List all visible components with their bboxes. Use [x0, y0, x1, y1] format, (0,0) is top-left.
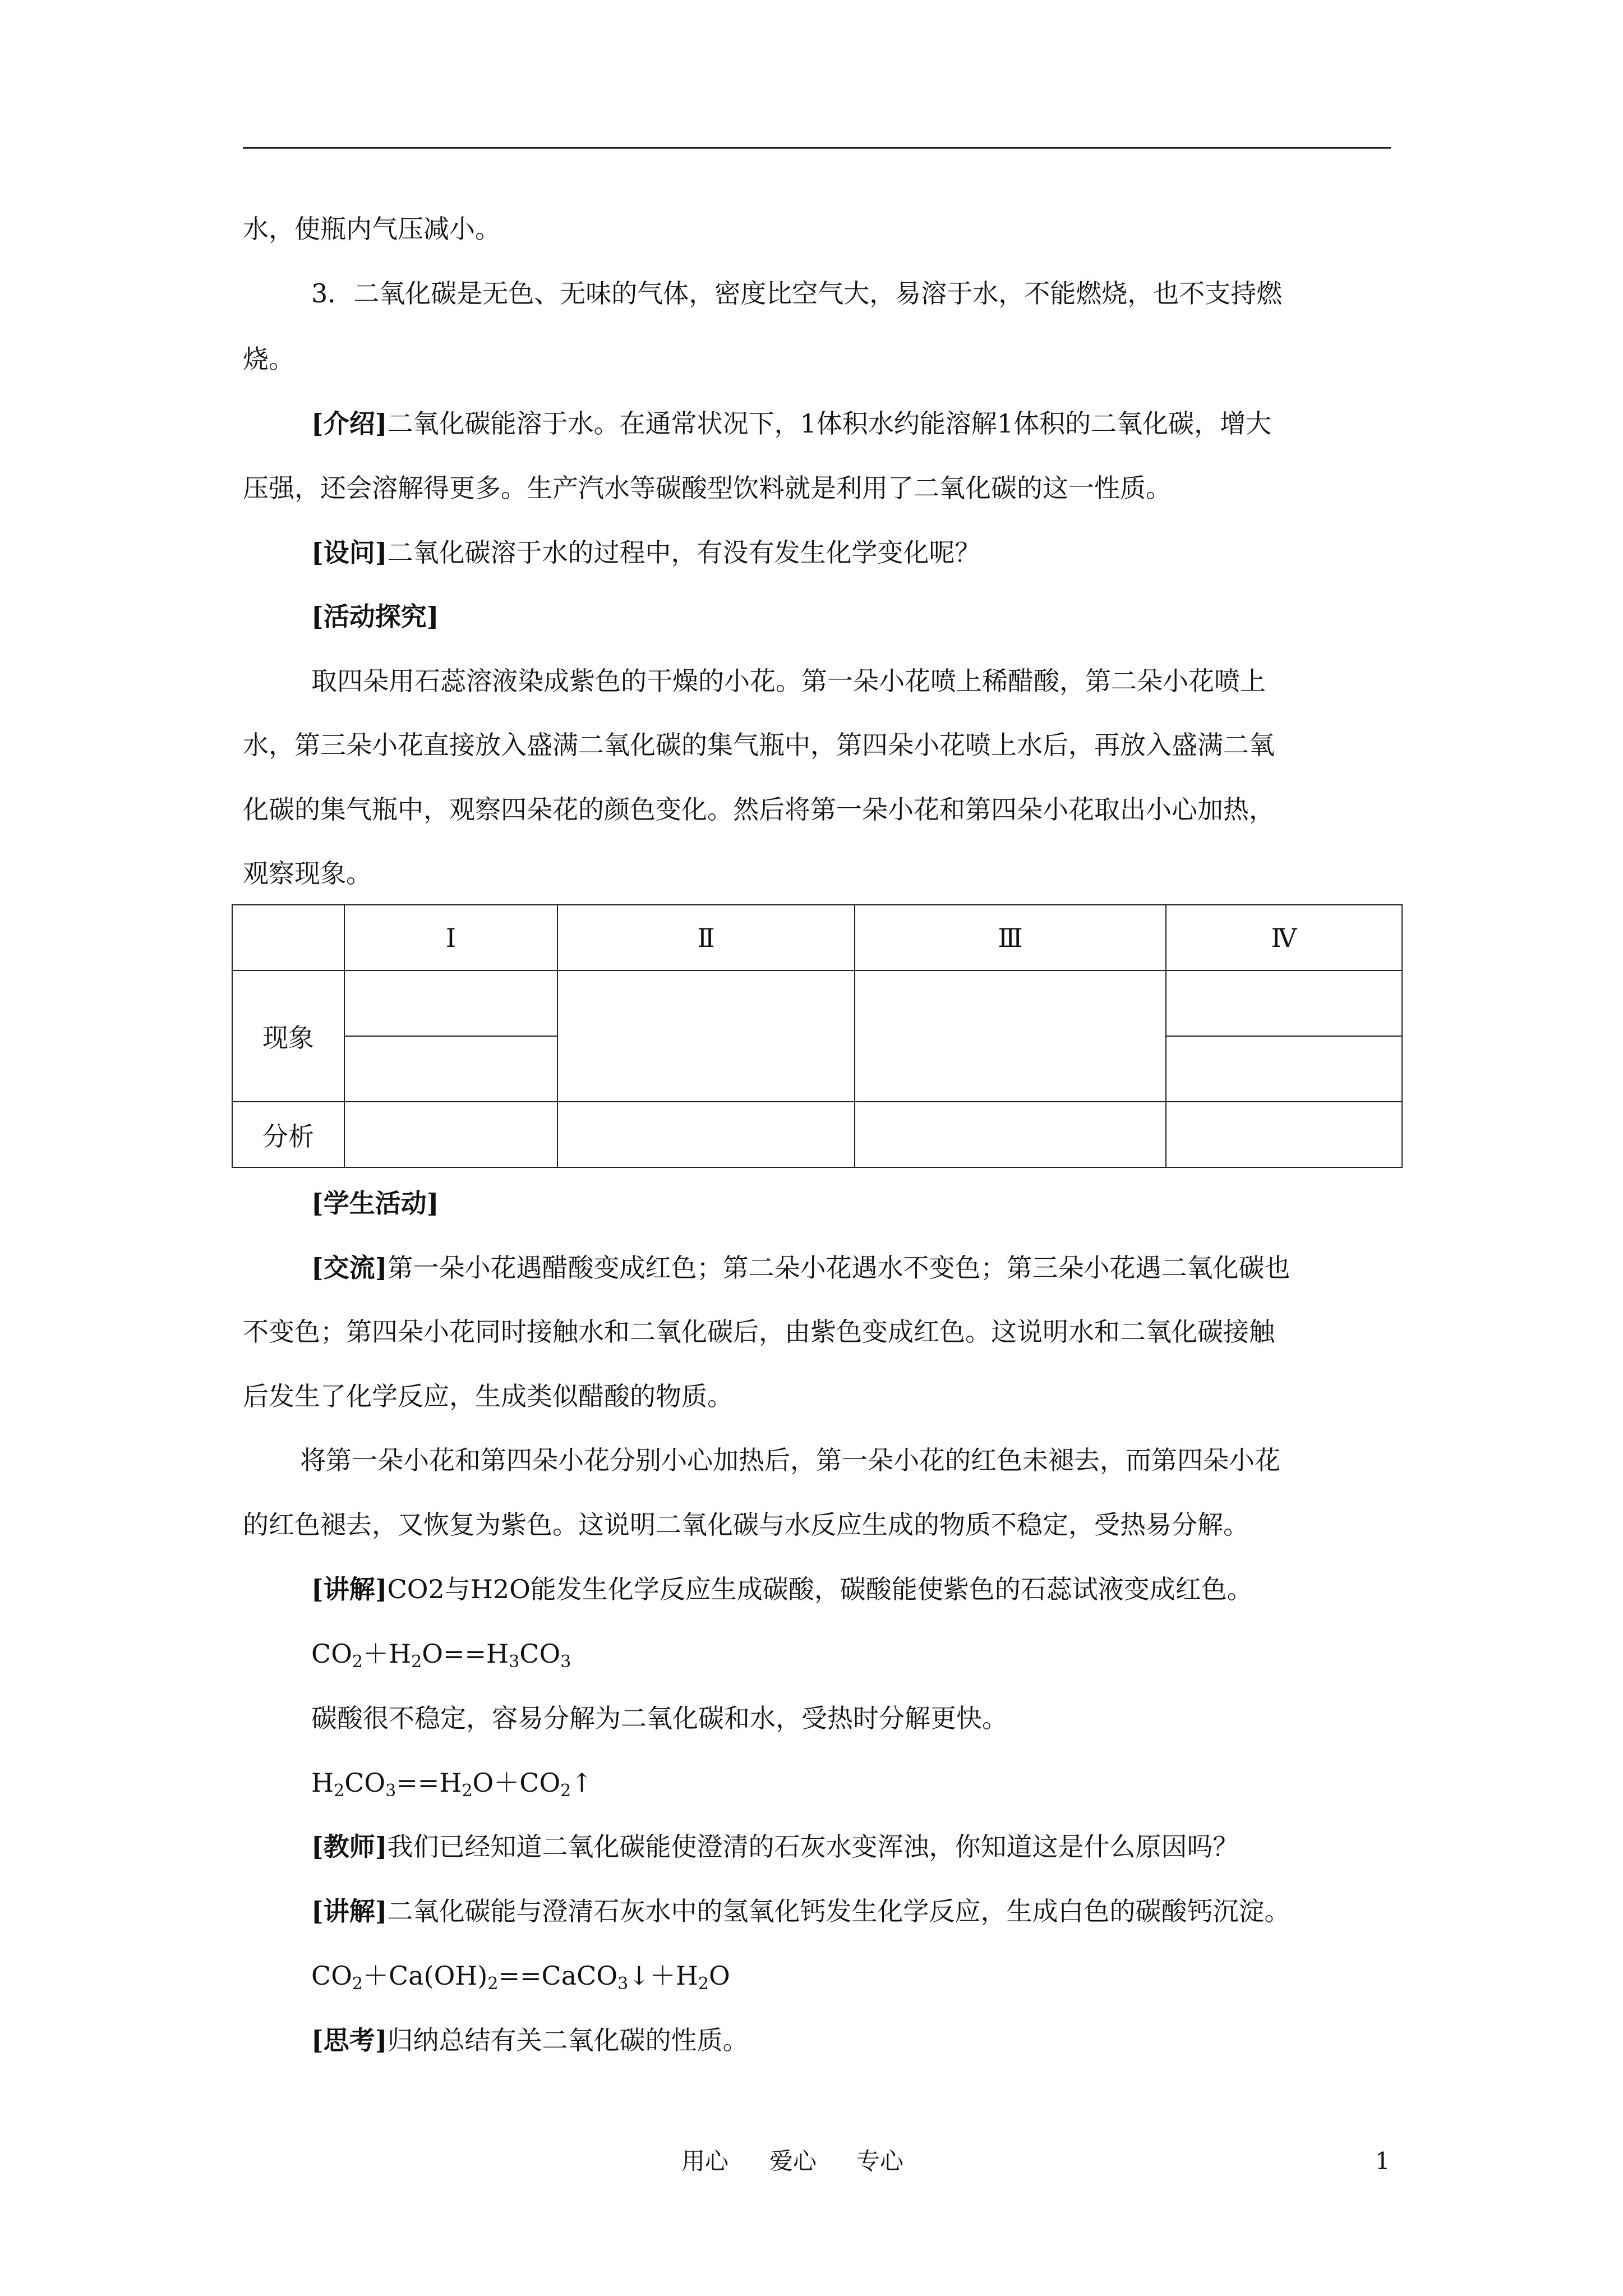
- section-tag: [活动探究]: [311, 601, 439, 632]
- table-cell: [557, 970, 855, 1102]
- footer-motto-2: 爱心: [769, 2147, 817, 2175]
- table-cell: [855, 1102, 1166, 1167]
- equation-carbonic-acid-decomposition: $H_2CO_3==H_2O+CO_2↑$: [311, 1768, 593, 1801]
- table-header-cell: Ⅳ: [1166, 905, 1402, 970]
- section-tag: [交流]: [311, 1253, 388, 1283]
- text-line: [交流]第一朵小花遇醋酸变成红色；第二朵小花遇水不变色；第三朵小花遇二氧化碳也: [311, 1253, 1290, 1283]
- table-cell: [557, 1102, 855, 1167]
- text-line: 3．二氧化碳是无色、无味的气体，密度比空气大，易溶于水，不能燃烧，也不支持燃: [311, 278, 1283, 309]
- table-header-cell: Ⅱ: [557, 905, 855, 970]
- text-line: 化碳的集气瓶中，观察四朵花的颜色变化。然后将第一朵小花和第四朵小花取出小心加热，: [243, 794, 1275, 825]
- table-cell: [855, 970, 1166, 1102]
- text-line: [311, 1186, 439, 1220]
- section-tag: [介绍]: [311, 408, 388, 439]
- table-cell: [344, 1036, 557, 1102]
- text-line: 后发生了化学反应，生成类似醋酸的物质。: [243, 1381, 733, 1411]
- table-corner-cell: [232, 905, 344, 970]
- text-line: 观察现象。: [243, 858, 372, 889]
- text-line: [思考]归纳总结有关二氧化碳的性质。: [311, 2025, 749, 2055]
- text-line: 烧。: [243, 344, 294, 374]
- table-row-label: 现象: [232, 970, 344, 1102]
- section-tag: [讲解]: [311, 1896, 388, 1926]
- section-tag: [思考]: [311, 2025, 388, 2055]
- table-cell: [344, 970, 557, 1036]
- table-header-cell: Ⅲ: [855, 905, 1166, 970]
- text-line: [设问]二氧化碳溶于水的过程中，有没有发生化学变化呢？: [311, 537, 981, 568]
- text-line: 水，第三朵小花直接放入盛满二氧化碳的集气瓶中，第四朵小花喷上水后，再放入盛满二氧: [243, 730, 1275, 760]
- text-line: 不变色；第四朵小花同时接触水和二氧化碳后，由紫色变成红色。这说明水和二氧化碳接触: [243, 1317, 1275, 1347]
- text-line: 将第一朵小花和第四朵小花分别小心加热后，第一朵小花的红色未褪去，而第四朵小花: [300, 1445, 1280, 1475]
- text-line: 碳酸很不稳定，容易分解为二氧化碳和水，受热时分解更快。: [311, 1703, 1008, 1733]
- text-line: [311, 600, 439, 633]
- observation-table: [232, 904, 1403, 1168]
- footer-motto-1: 用心: [681, 2147, 729, 2175]
- text-line: [介绍]二氧化碳能溶于水。在通常状况下，1体积水约能溶解1体积的二氧化碳，增大: [311, 408, 1272, 439]
- table-row-label: 分析: [232, 1102, 344, 1167]
- text-line: 压强，还会溶解得更多。生产汽水等碳酸型饮料就是利用了二氧化碳的这一性质。: [243, 473, 1172, 503]
- equation-carbonic-acid-formation: $CO_2+H_2O==H_3CO_3$: [311, 1639, 571, 1672]
- table-cell: [344, 1102, 557, 1167]
- table-header-cell: Ⅰ: [344, 905, 557, 970]
- text-line: [教师]我们已经知道二氧化碳能使澄清的石灰水变浑浊，你知道这是什么原因吗？: [311, 1832, 1239, 1862]
- text-line: 的红色褪去，又恢复为紫色。这说明二氧化碳与水反应生成的物质不稳定，受热易分解。: [243, 1510, 1249, 1540]
- header-rule: [243, 147, 1391, 149]
- text-line: [讲解]CO2与H2O能发生化学反应生成碳酸，碳酸能使紫色的石蕊试液变成红色。: [311, 1574, 1253, 1604]
- equation-limewater-reaction: $CO_2+Ca(OH)_2==CaCO_3↓+H_2O$: [311, 1961, 730, 1994]
- text-line: 取四朵用石蕊溶液染成紫色的干燥的小花。第一朵小花喷上稀醋酸，第二朵小花喷上: [311, 666, 1266, 696]
- table-cell: [1166, 1036, 1402, 1102]
- text-line: 水，使瓶内气压减小。: [243, 214, 501, 244]
- page-number: 1: [1375, 2147, 1390, 2175]
- text-line: [讲解]二氧化碳能与澄清石灰水中的氢氧化钙发生化学反应，生成白色的碳酸钙沉淀。: [311, 1896, 1290, 1926]
- section-tag: [讲解]: [311, 1574, 388, 1604]
- table-cell: [1166, 1102, 1402, 1167]
- section-tag: [学生活动]: [311, 1188, 439, 1218]
- footer-motto-3: 专心: [856, 2147, 904, 2175]
- section-tag: [教师]: [311, 1832, 388, 1862]
- table-cell: [1166, 970, 1402, 1036]
- section-tag: [设问]: [311, 537, 388, 568]
